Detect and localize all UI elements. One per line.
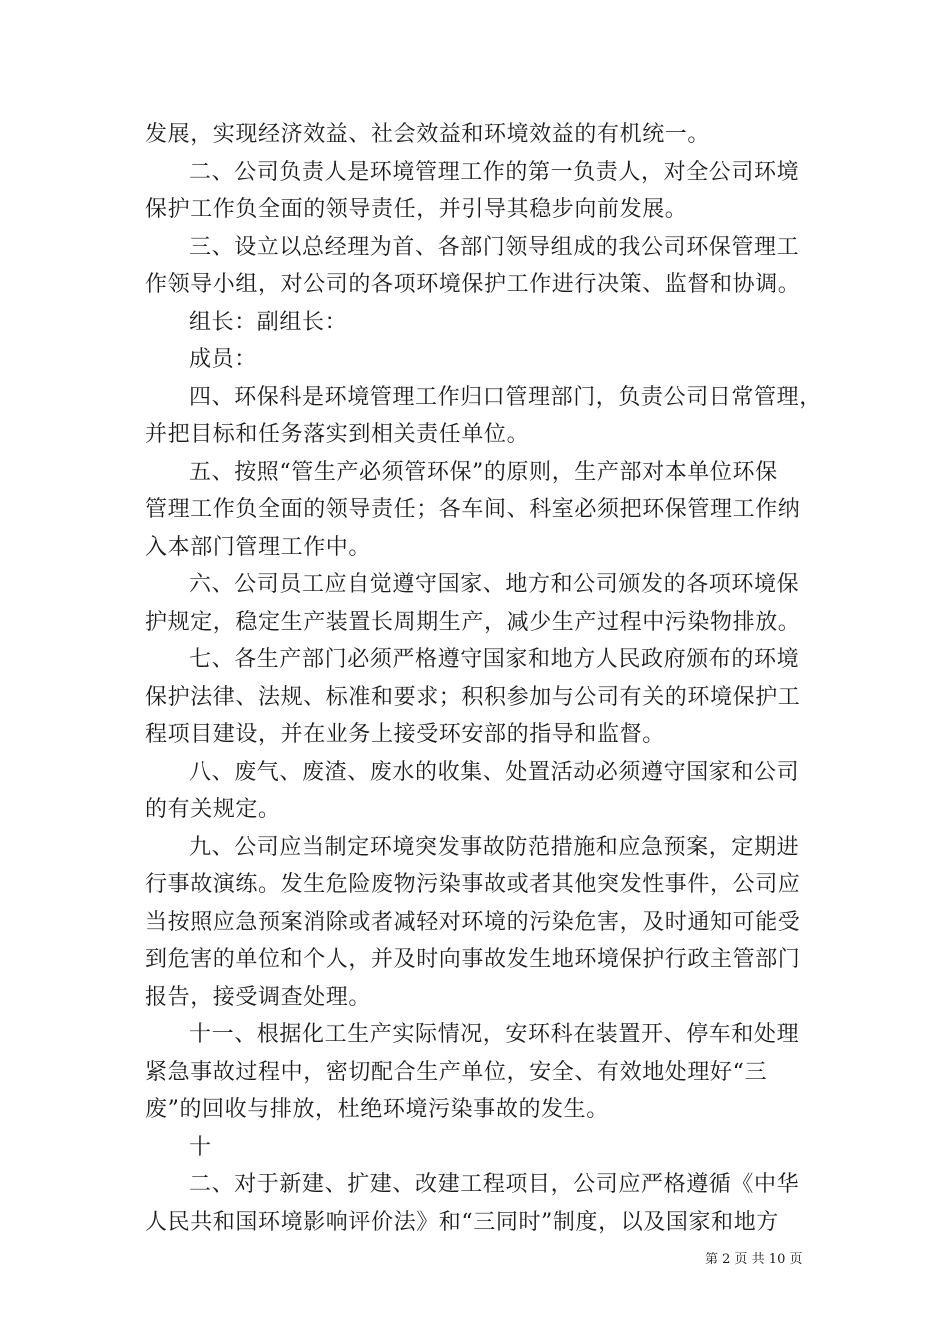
paragraph-12-start: 二、对于新建、扩建、改建工程项目，公司应严格遵循《中华	[189, 1172, 800, 1197]
paragraph-5-start: 五、按照“管生产必须管环保”的原则，生产部对本单位环保	[189, 459, 778, 485]
team-leader-line: 组长：副组长：	[189, 309, 348, 335]
text-line: 作领导小组，对公司的各项环境保护工作进行决策、监督和协调。	[145, 272, 801, 297]
paragraph-4-start: 四、环保科是环境管理工作归口管理部门，负责公司日常管理，	[189, 384, 822, 410]
text-line: 到危害的单位和个人，并及时向事故发生地环境保护行政主管部门	[145, 947, 801, 972]
text-line: 入本部门管理工作中。	[145, 534, 372, 560]
document-body	[145, 116, 825, 1241]
paragraph-ten-marker: 十	[189, 1134, 212, 1160]
paragraph-11-start: 十一、根据化工生产实际情况，安环科在装置开、停车和处理	[189, 1022, 800, 1047]
paragraph-6-start: 六、公司员工应自觉遵守国家、地方和公司颁发的各项环境保	[189, 572, 800, 597]
page-number: 第 2 页 共 10 页	[705, 1252, 803, 1267]
text-line: 保护法律、法规、标准和要求；积积参加与公司有关的环境保护工	[145, 684, 801, 710]
text-line: 的有关规定。	[145, 797, 281, 822]
text-line: 行事故演练。发生危险废物污染事故或者其他突发性事件，公司应	[145, 872, 801, 897]
text-line: 保护工作负全面的领导责任，并引导其稳步向前发展。	[145, 197, 688, 222]
text-line: 人民共和国环境影响评价法》和“三同时”制度，以及国家和地方	[145, 1209, 779, 1235]
text-line: 紧急事故过程中，密切配合生产单位，安全、有效地处理好“三	[145, 1059, 768, 1085]
paragraph-3-start: 三、设立以总经理为首、各部门领导组成的我公司环保管理工	[189, 234, 800, 260]
text-line: 程项目建设，并在业务上接受环安部的指导和监督。	[145, 722, 665, 747]
text-line: 报告，接受调查处理。	[145, 984, 372, 1010]
text-line: 管理工作负全面的领导责任；各车间、科室必须把环保管理工作纳	[145, 497, 801, 522]
paragraph-9-start: 九、公司应当制定环境突发事故防范措施和应急预案，定期进	[189, 834, 800, 860]
text-line: 护规定，稳定生产装置长周期生产，减少生产过程中污染物排放。	[145, 609, 801, 635]
text-line: 当按照应急预案消除或者减轻对环境的污染危害，及时通知可能受	[145, 909, 801, 935]
text-line: 发展，实现经济效益、社会效益和环境效益的有机统一。	[145, 122, 711, 147]
text-line: 废”的回收与排放，杜绝环境污染事故的发生。	[145, 1097, 609, 1122]
paragraph-2-start: 二、公司负责人是环境管理工作的第一负责人，对全公司环境	[189, 159, 800, 185]
text-line: 并把目标和任务落实到相关责任单位。	[145, 422, 530, 447]
paragraph-7-start: 七、各生产部门必须严格遵守国家和地方人民政府颁布的环境	[189, 647, 800, 672]
members-line: 成员：	[189, 347, 257, 372]
paragraph-8-start: 八、废气、废渣、废水的收集、处置活动必须遵守国家和公司	[189, 759, 800, 785]
